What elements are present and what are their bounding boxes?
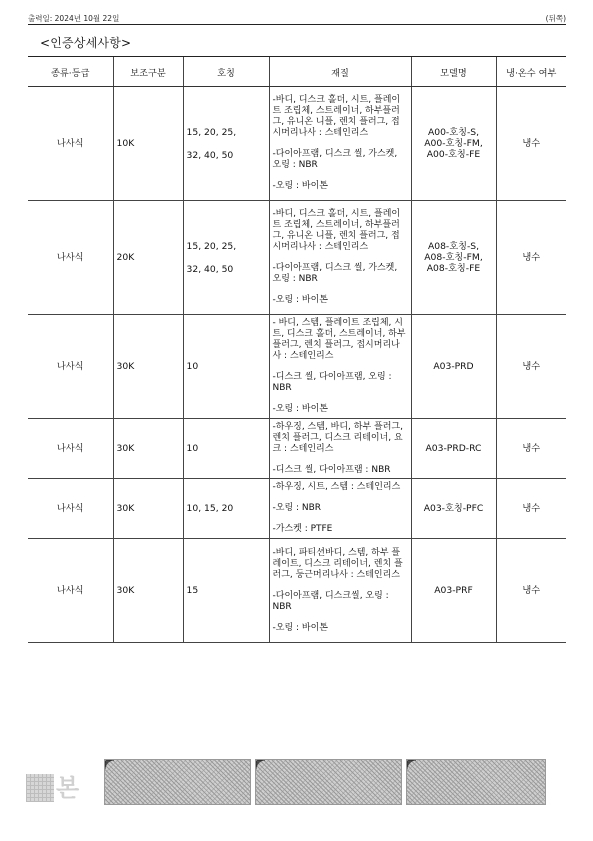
material-line: -하우징, 스템, 바디, 하부 플러그, 렌치 플러그, 디스크 리테이너, 요크 : 스테인리스 <box>272 421 403 454</box>
material-line: -다이아프램, 디스크 씰, 가스켓, 오링 : NBR <box>272 263 398 284</box>
corner-swirl-icon <box>105 760 115 770</box>
cell-size: 15 <box>183 539 269 643</box>
cell-size: 10 <box>183 315 269 419</box>
material-line: -바디, 디스크 홀더, 시트, 플레이트 조립체, 스트레이너, 하부플러그, 유니온 니플, 렌치 플러그, 접시머리나사 : 스테인리스 <box>272 95 401 138</box>
cell-type: 나사식 <box>28 419 113 479</box>
cell-sub: 30K <box>113 315 183 419</box>
table-row <box>28 201 566 315</box>
header-rule <box>28 24 566 25</box>
copy-mark-glyph: 본 <box>56 774 80 802</box>
cell-material <box>269 201 411 315</box>
cell-material <box>269 87 411 201</box>
section-title: <인증상세사항> <box>40 36 132 50</box>
material-line: -오링 : NBR <box>272 503 322 513</box>
table-row <box>28 315 566 419</box>
table-row <box>28 539 566 643</box>
material-line: -디스크 씰, 다이아프램 : NBR <box>272 464 391 475</box>
cell-material <box>269 479 411 539</box>
cell-model <box>411 87 496 201</box>
cell-size: 10, 15, 20 <box>183 479 269 539</box>
print-date: 출력일: 2024년 10월 22일 <box>28 14 120 23</box>
model-line: A08-호칭-FE <box>426 263 481 274</box>
material-line: - 바디, 스템, 플레이트 조립체, 시트, 디스크 홀더, 스트레이너, 하부 플러그, 렌치 플러그, 접시머리나사 : 스테인리스 <box>272 318 406 361</box>
cell-water-type: 냉수 <box>496 479 566 539</box>
material-line: -가스켓 : PTFE <box>272 524 333 534</box>
table-row <box>28 479 566 539</box>
model-line: A08-호칭-S, <box>427 241 480 252</box>
material-line: -다이아프램, 디스크 씰, 가스켓, 오링 : NBR <box>272 149 398 170</box>
table-header-row <box>28 57 566 87</box>
material-line: -다이아프램, 디스크씰, 오링 : NBR <box>272 590 389 612</box>
watermark-grid-icon <box>26 774 54 802</box>
col-header-type-grade: 종류·등급 <box>28 57 113 87</box>
col-header-material: 재질 <box>269 57 411 87</box>
cell-sub: 30K <box>113 539 183 643</box>
cell-water-type: 냉수 <box>496 539 566 643</box>
cell-sub: 20K <box>113 201 183 315</box>
cell-material <box>269 539 411 643</box>
material-line: -바디, 파티션바디, 스템, 하부 플레이트, 디스크 리테이너, 렌치 플러그, 둥근머리나사 : 스테인리스 <box>272 547 403 580</box>
page-side-label: (뒤쪽) <box>545 14 566 23</box>
cell-water-type: 냉수 <box>496 419 566 479</box>
cell-type: 나사식 <box>28 87 113 201</box>
cell-material <box>269 315 411 419</box>
cell-type: 나사식 <box>28 539 113 643</box>
security-pattern-box <box>255 759 402 805</box>
cell-model <box>411 201 496 315</box>
cell-size <box>183 201 269 315</box>
col-header-sub-class: 보조구분 <box>113 57 183 87</box>
cell-water-type: 냉수 <box>496 315 566 419</box>
cell-model: A03-호칭-PFC <box>411 479 496 539</box>
cell-type: 나사식 <box>28 201 113 315</box>
cell-sub: 10K <box>113 87 183 201</box>
size-line: 15, 20, 25, <box>186 240 237 252</box>
corner-swirl-icon <box>407 760 417 770</box>
cell-size <box>183 87 269 201</box>
cell-water-type: 냉수 <box>496 87 566 201</box>
model-line: A00-호칭-FM, <box>424 138 483 149</box>
cell-model: A03-PRD-RC <box>411 419 496 479</box>
table-row <box>28 87 566 201</box>
cell-type: 나사식 <box>28 315 113 419</box>
cell-material <box>269 419 411 479</box>
corner-swirl-icon <box>256 760 266 770</box>
cell-model: A03-PRF <box>411 539 496 643</box>
size-line: 15, 20, 25, <box>186 126 237 138</box>
cell-type: 나사식 <box>28 479 113 539</box>
cell-size: 10 <box>183 419 269 479</box>
copy-watermark <box>26 772 92 804</box>
material-line: -오링 : 바이톤 <box>272 181 328 191</box>
cell-model: A03-PRD <box>411 315 496 419</box>
size-line: 32, 40, 50 <box>186 149 234 161</box>
certification-detail-table <box>28 56 566 643</box>
material-line: -하우징, 시트, 스템 : 스테인리스 <box>272 482 401 492</box>
material-line: -오링 : 바이톤 <box>272 404 328 414</box>
model-line: A08-호칭-FM, <box>424 252 483 263</box>
cell-water-type: 냉수 <box>496 201 566 315</box>
material-line: -오링 : 바이톤 <box>272 622 328 633</box>
security-pattern-box <box>406 759 546 805</box>
material-line: -바디, 디스크 홀더, 시트, 플레이트 조립체, 스트레이너, 하부플러그, 유니온 니플, 렌치 플러그, 접시머리나사 : 스테인리스 <box>272 209 401 252</box>
col-header-model-name: 모델명 <box>411 57 496 87</box>
cell-sub: 30K <box>113 419 183 479</box>
cell-sub: 30K <box>113 479 183 539</box>
material-line: -오링 : 바이톤 <box>272 295 328 305</box>
size-line: 32, 40, 50 <box>186 263 234 275</box>
material-line: -디스크 씰, 다이아프램, 오링 : NBR <box>272 372 392 393</box>
security-pattern-box <box>104 759 251 805</box>
col-header-nominal-size: 호칭 <box>183 57 269 87</box>
model-line: A00-호칭-FE <box>426 149 481 160</box>
model-line: A00-호칭-S, <box>427 127 480 138</box>
col-header-water-type: 냉·온수 여부 <box>496 57 566 87</box>
table-row <box>28 419 566 479</box>
print-header <box>28 13 566 24</box>
